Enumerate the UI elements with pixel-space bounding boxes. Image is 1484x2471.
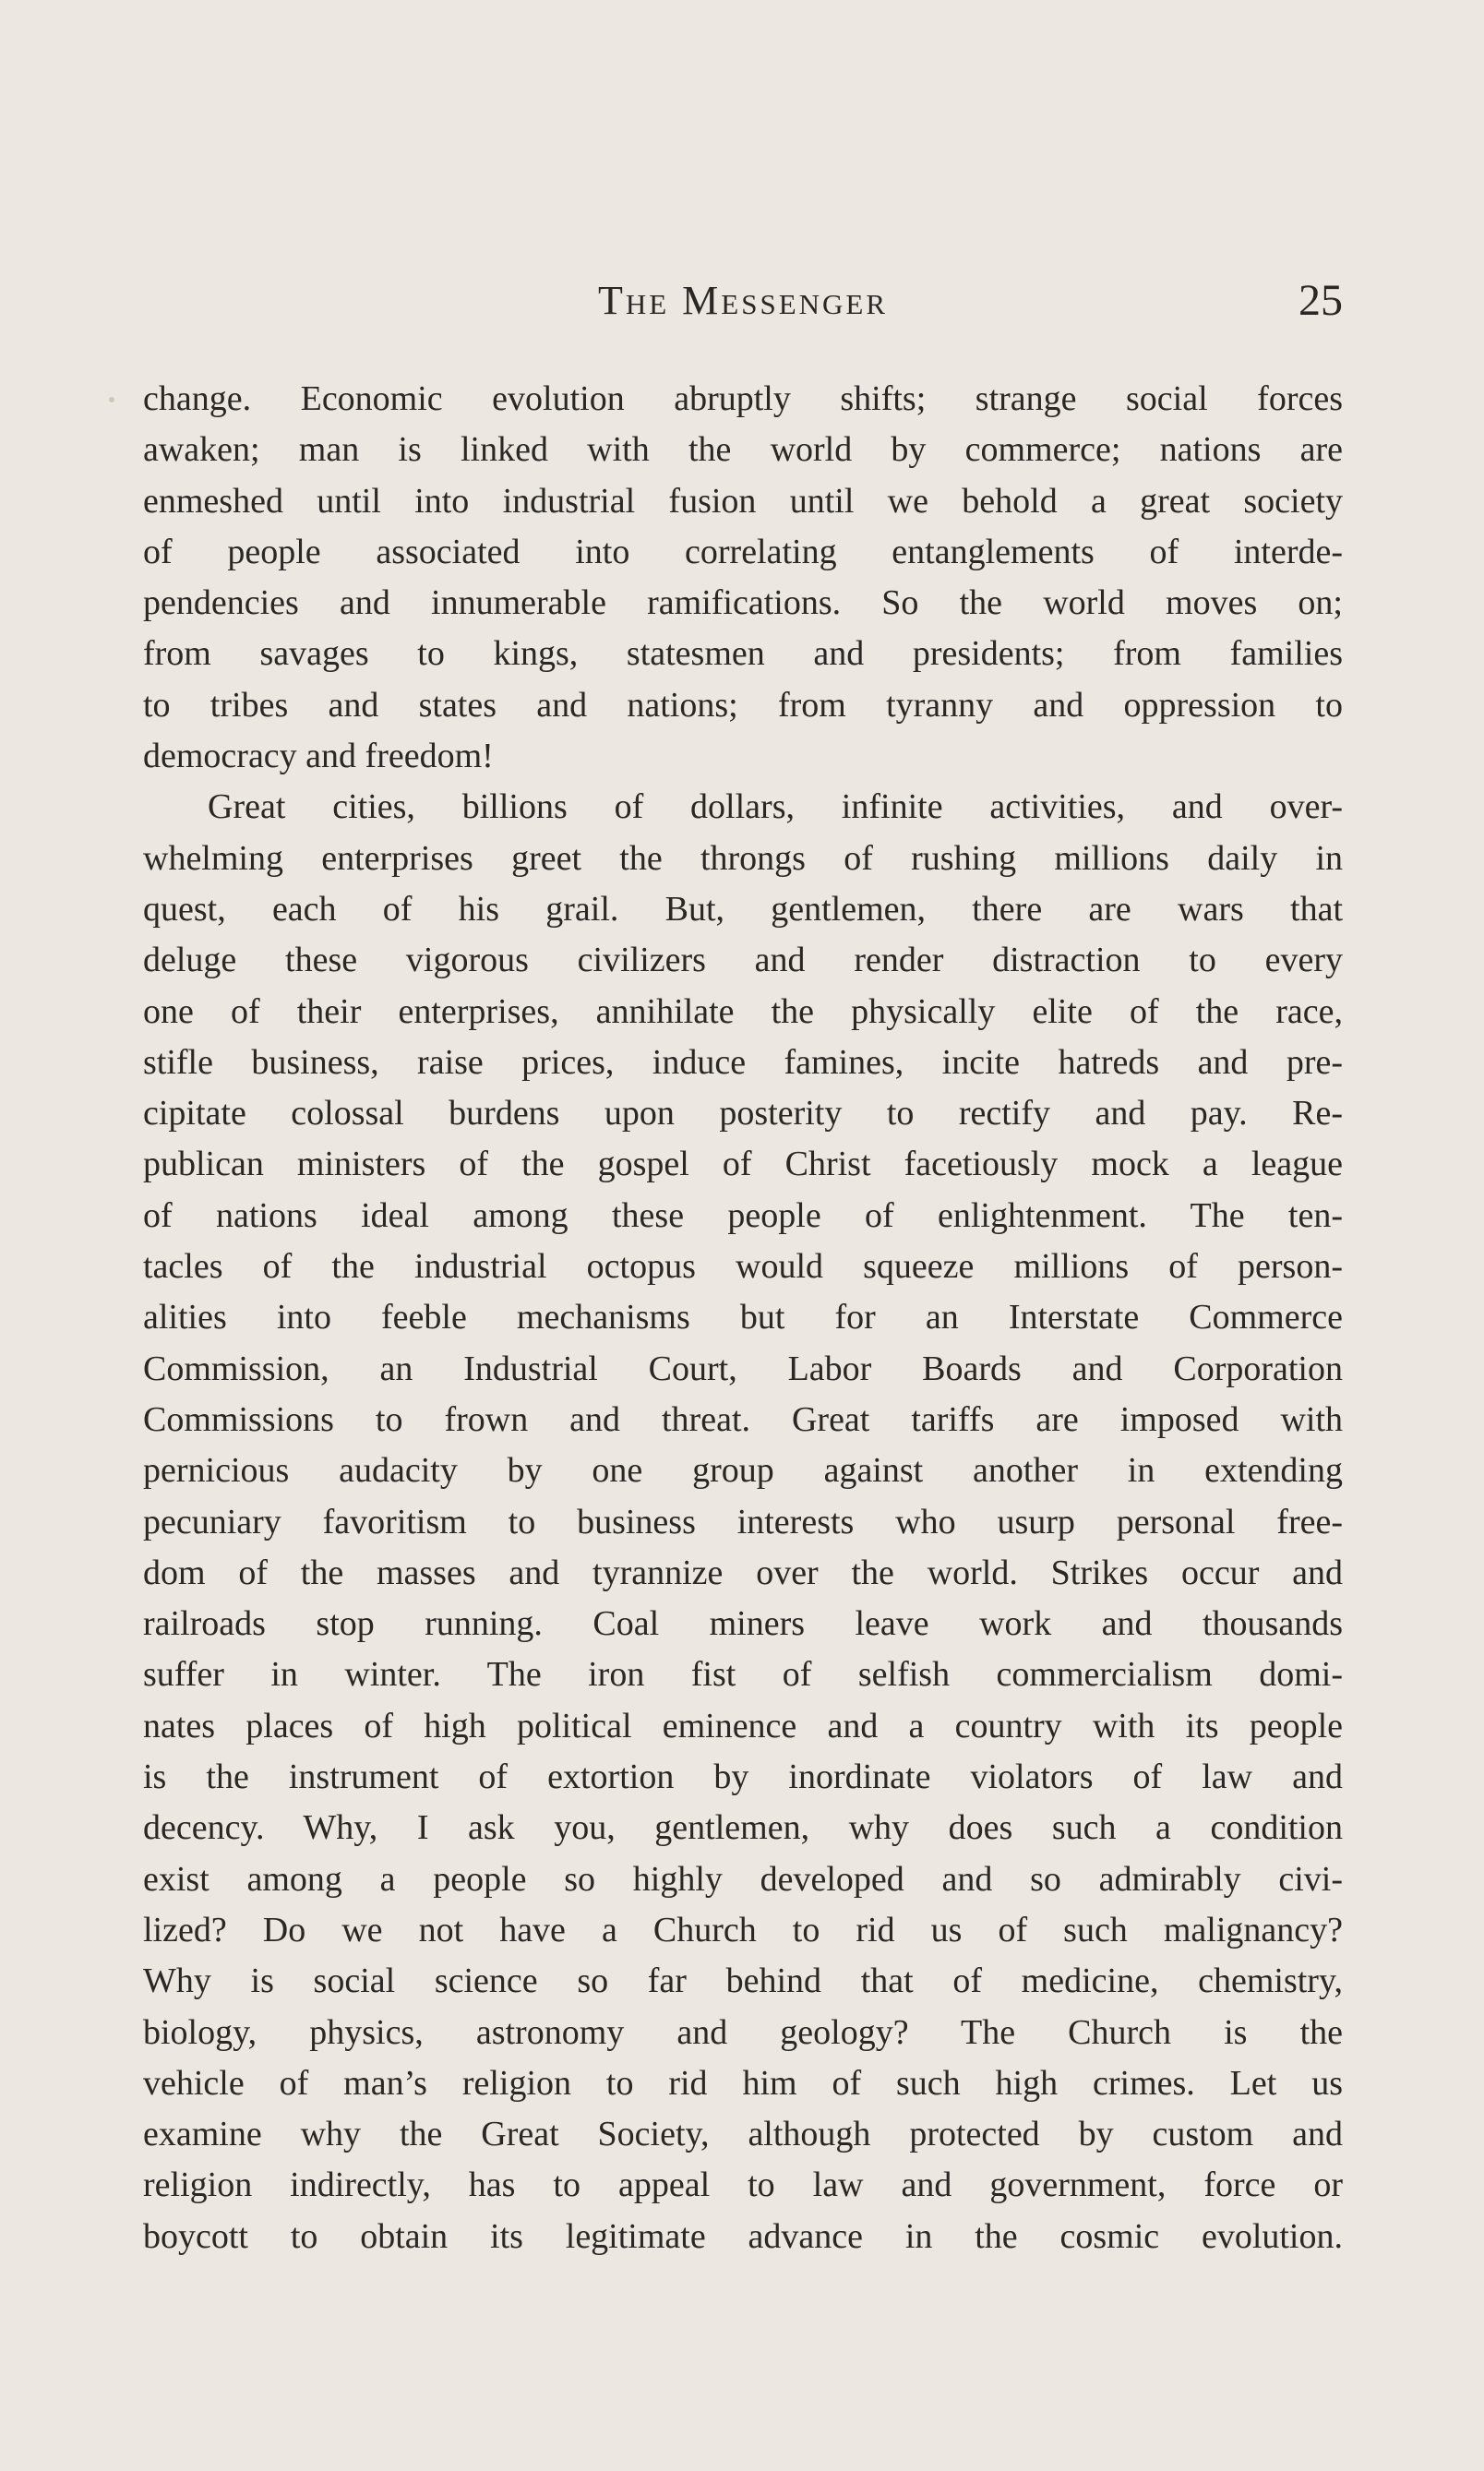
body-text bbox=[143, 374, 1343, 2262]
page-header bbox=[143, 273, 1343, 329]
text-line: democracy and freedom! bbox=[143, 737, 494, 776]
text-line: suffer in winter. The iron fist of selfish commercialism domi- bbox=[143, 1655, 1343, 1695]
text-line: nates places of high political eminence and a country with its people bbox=[143, 1706, 1343, 1745]
text-line: quest, each of his grail. But, gentlemen, there are wars that bbox=[143, 889, 1343, 929]
text-line: whelming enterprises greet the throngs of rushing millions daily in bbox=[143, 838, 1343, 878]
text-line: publican ministers of the gospel of Christ facetiously mock a league bbox=[143, 1145, 1343, 1184]
text-line: stifle business, raise prices, induce famines, incite hatreds and pre- bbox=[143, 1042, 1343, 1082]
text-line: dom of the masses and tyrannize over the world. Strikes occur and bbox=[143, 1553, 1343, 1592]
text-line: of nations ideal among these people of enlightenment. The ten- bbox=[143, 1195, 1343, 1235]
text-line: deluge these vigorous civilizers and render distraction to every bbox=[143, 941, 1343, 980]
text-line: Commissions to frown and threat. Great tariffs are imposed with bbox=[143, 1399, 1343, 1439]
text-line: railroads stop running. Coal miners leave work and thousands bbox=[143, 1604, 1343, 1644]
text-line: tacles of the industrial octopus would squeeze millions of person- bbox=[143, 1247, 1343, 1287]
text-line: boycott to obtain its legitimate advance in the cosmic evolution. bbox=[143, 2216, 1343, 2256]
text-line: biology, physics, astronomy and geology? The Church is the bbox=[143, 2012, 1343, 2052]
text-line: Why is social science so far behind that of medicine, chemistry, bbox=[143, 1961, 1343, 2001]
text-line: of people associated into correlating entanglements of interde- bbox=[143, 532, 1343, 571]
text-line: vehicle of man’s religion to rid him of such high crimes. Let us bbox=[143, 2063, 1343, 2103]
text-line: examine why the Great Society, although protected by custom and bbox=[143, 2115, 1343, 2154]
text-line: religion indirectly, has to appeal to law and government, force or bbox=[143, 2165, 1343, 2205]
text-line: change. Economic evolution abruptly shifts; strange social forces bbox=[143, 379, 1343, 418]
text-line: enmeshed until into industrial fusion until we behold a great society bbox=[143, 481, 1343, 521]
text-line: is the instrument of extortion by inordinate violators of law and bbox=[143, 1757, 1343, 1797]
text-line: lized? Do we not have a Church to rid us of such malignancy? bbox=[143, 1910, 1343, 1949]
text-line: exist among a people so highly developed and so admirably civi- bbox=[143, 1859, 1343, 1899]
running-title: The Messenger bbox=[597, 278, 889, 323]
text-line: Great cities, billions of dollars, infinite activities, and over- bbox=[208, 787, 1343, 827]
text-line: cipitate colossal burdens upon posterity to rectify and pay. Re- bbox=[143, 1094, 1343, 1134]
text-line: pecuniary favoritism to business interests who usurp personal free- bbox=[143, 1502, 1343, 1541]
text-line: alities into feeble mechanisms but for an Interstate Commerce bbox=[143, 1298, 1343, 1337]
page-number: 25 bbox=[1298, 276, 1343, 325]
margin-mark bbox=[109, 397, 114, 402]
text-line: one of their enterprises, annihilate the physically elite of the race, bbox=[143, 991, 1343, 1031]
text-line: decency. Why, I ask you, gentlemen, why does such a condition bbox=[143, 1808, 1343, 1848]
text-line: pendencies and innumerable ramifications. So the world moves on; bbox=[143, 583, 1343, 623]
text-line: pernicious audacity by one group against another in extending bbox=[143, 1451, 1343, 1491]
text-line: awaken; man is linked with the world by commerce; nations are bbox=[143, 430, 1343, 470]
text-line: Commission, an Industrial Court, Labor Boards and Corporation bbox=[143, 1349, 1343, 1388]
text-line: from savages to kings, statesmen and presidents; from families bbox=[143, 634, 1343, 674]
text-line: to tribes and states and nations; from tyranny and oppression to bbox=[143, 685, 1343, 725]
